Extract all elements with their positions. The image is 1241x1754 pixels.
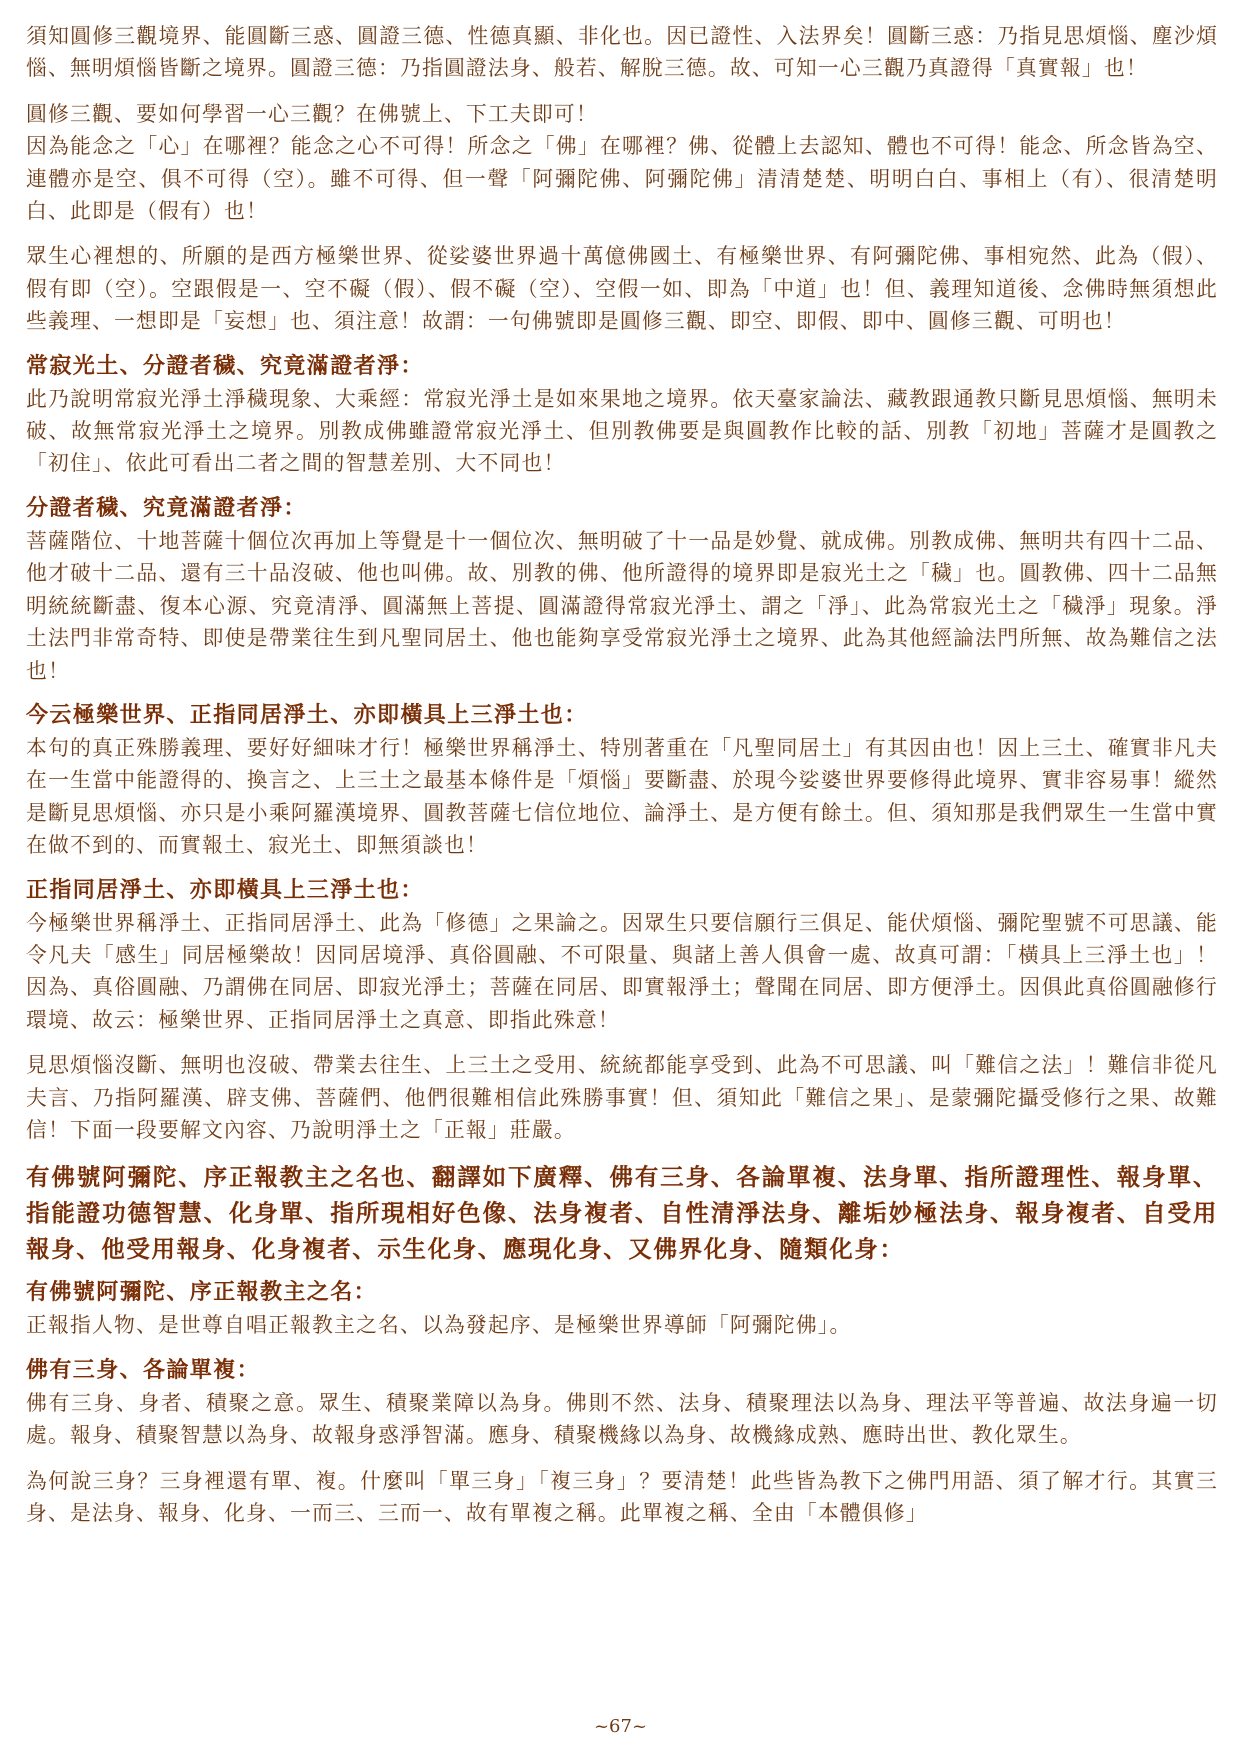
heading-co-dwelling-pure-land: 正指同居淨土、亦即橫具上三淨土也： — [26, 877, 424, 903]
heading-amitabha-name: 有佛號阿彌陀、序正報教主之名： — [26, 1280, 378, 1306]
paragraph-practice-question: 圓修三觀、要如何學習一心三觀？在佛號上、下工夫即可！ — [26, 101, 598, 126]
paragraph-bodhisattva-stages: 菩薩階位、十地菩薩十個位次再加上等覺是十一個位次、無明破了十一品是妙覺、就成佛。別教成佛、無明共有四十二品、他才破十二品、還有三十品沒破、他也叫佛。故、別教的佛、他所證得的境界即是寂光土之「穢」也。圓教佛、四十二品無明統統斷盡、復本心源、究竟清淨、圓滿無上菩提、圓滿證得常寂光淨土、謂之「淨」、此為常寂光土之「穢淨」現象。淨土法門非常奇特、即使是帶業往生到凡聖同居土、他也能夠享受常寂光淨土之境界、此為其他經論法門所無、故為難信之法也！ — [26, 528, 1218, 683]
paragraph-three-bodies: 佛有三身、身者、積聚之意。眾生、積聚業障以為身。佛則不然、法身、積聚理法以為身、理法平等普遍、故法身遍一切處。報身、積聚智慧以為身、故報身惑淨智滿。應身、積聚機緣以為身、故機緣成熟、應時出世、教化眾生。 — [26, 1390, 1218, 1448]
paragraph-middle-way: 眾生心裡想的、所願的是西方極樂世界、從娑婆世界過十萬億佛國土、有極樂世界、有阿彌陀佛、事相宛然、此為（假）、假有即（空）。空跟假是一、空不礙（假）、假不礙（空）、空假一如、即為「中道」也！但、義理知道後、念佛時無須想此些義理、一想即是「妄想」也、須注意！故謂：一句佛號即是圓修三觀、即空、即假、即中、圓修三觀、可明也！ — [26, 244, 1218, 334]
paragraph-difficult-to-believe: 見思煩惱沒斷、無明也沒破、帶業去往生、上三土之受用、統統都能享受到、此為不可思議、叫「難信之法」！難信非從凡夫言、乃指阿羅漢、辟支佛、菩薩們、他們很難相信此殊勝事實！但、須知此「難信之果」、是蒙彌陀攝受修行之果、故難信！下面一段要解文內容、乃說明淨土之「正報」莊嚴。 — [26, 1053, 1218, 1142]
page-number: ~67~ — [593, 1716, 648, 1737]
paragraph-eternal-light-land: 此乃說明常寂光淨土淨穢現象、大乘經：常寂光淨土是如來果地之境界。依天臺家論法、藏教跟通教只斷見思煩惱、無明未破、故無常寂光淨土之境界。別教成佛雖證常寂光淨土、但別教佛要是與圓教作比較的話、別教「初地」菩薩才是圓教之「初住」、依此可看出二者之間的智慧差別、大不同也！ — [26, 386, 1218, 476]
heading-land-of-bliss: 今云極樂世界、正指同居淨土、亦即橫具上三淨土也： — [26, 702, 588, 728]
paragraph-co-dwelling-pure-land: 今極樂世界稱淨土、正指同居淨土、此為「修德」之果論之。因眾生只要信願行三俱足、能伏煩惱、彌陀聖號不可思議、能令凡夫「感生」同居極樂故！因同居境淨、真俗圓融、不可限量、與諸上善人俱會一處、故真可謂：「橫具上三淨土也」！因為、真俗圓融、乃謂佛在同居、即寂光淨土；菩薩在同居、即實報淨土；聲聞在同居、即方便淨土。因俱此真俗圓融修行環境、故云：極樂世界、正指同居淨土之真意、即指此殊意！ — [26, 910, 1218, 1032]
paragraph-land-of-bliss: 本句的真正殊勝義理、要好好細味才行！極樂世界稱淨土、特別著重在「凡聖同居土」有其因由也！因上三土、確實非凡夫在一生當中能證得的、換言之、上三土之最基本條件是「煩惱」要斷盡、於現今娑婆世界要修得此境界、實非容易事！縱然是斷見思煩惱、亦只是小乘阿羅漢境界、圓教菩薩七信位地位、論淨土、是方便有餘土。但、須知那是我們眾生一生當中實在做不到的、而實報土、寂光土、即無須談也！ — [26, 735, 1218, 858]
heading-partial-complete-realization: 分證者穢、究竟滿證者淨： — [26, 495, 307, 521]
document-page — [26, 20, 1218, 1542]
heading-three-bodies: 佛有三身、各論單複： — [26, 1357, 261, 1383]
paragraph-amitabha-name: 正報指人物、是世尊自唱正報教主之名、以為發起序、是極樂世界導師「阿彌陀佛」。 — [26, 1313, 852, 1338]
paragraph-mind-and-buddha: 因為能念之「心」在哪裡？能念之心不可得！所念之「佛」在哪裡？佛、從體上去認知、體也不可得！能念、所念皆為空、連體亦是空、俱不可得（空）。雖不可得、但一聲「阿彌陀佛、阿彌陀佛」清清楚楚、明明白白、事相上（有）、很清楚明白、此即是（假有）也！ — [26, 134, 1218, 224]
heading-three-bodies-overview: 有佛號阿彌陀、序正報教主之名也、翻譯如下廣釋、佛有三身、各論單複、法身單、指所證理性、報身單、指能證功德智慧、化身單、指所現相好色像、法身複者、自性清淨法身、離垢妙極法身、報身複者、自受用報身、他受用報身、化身複者、示生化身、應現化身、又佛界化身、隨類化身： — [26, 1163, 1218, 1264]
heading-eternal-light-land: 常寂光土、分證者穢、究竟滿證者淨： — [26, 353, 424, 379]
paragraph-single-compound-bodies: 為何說三身？三身裡還有單、複。什麼叫「單三身」「複三身」？要清楚！此些皆為教下之佛門用語、須了解才行。其實三身、是法身、報身、化身、一而三、三而一、故有單複之稱。此單複之稱、全由「本體俱修」 — [26, 1468, 1218, 1525]
paragraph-three-virtues: 須知圓修三觀境界、能圓斷三惑、圓證三德、性德真顯、非化也。因已證性、入法界矣！圓斷三惑：乃指見思煩惱、塵沙煩惱、無明煩惱皆斷之境界。圓證三德：乃指圓證法身、般若、解脫三德。故、可知一心三觀乃真證得「真實報」也！ — [26, 24, 1218, 81]
